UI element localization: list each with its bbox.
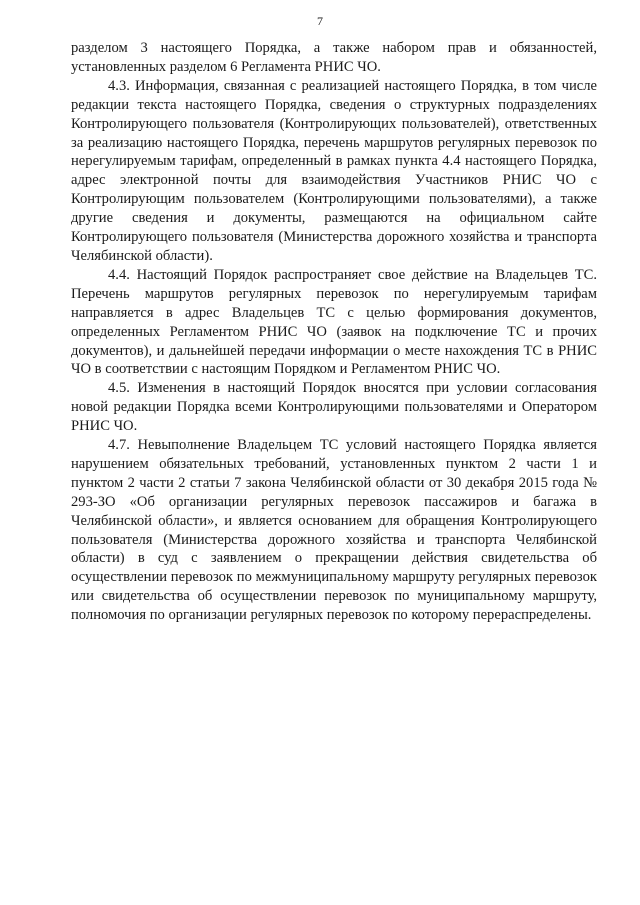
document-body [71, 39, 597, 625]
page-number: 7 [317, 14, 323, 28]
paragraph-4-5: 4.5. Изменения в настоящий Порядок вносятся при условии согласования новой редакции Порядка всеми Контролирующими пользователями и Оператором РНИС ЧО. [71, 380, 597, 435]
paragraph-continuation: разделом 3 настоящего Порядка, а также набором прав и обязанностей, установленных разделом 6 Регламента РНИС ЧО. [71, 40, 597, 75]
paragraph-4-4: 4.4. Настоящий Порядок распространяет свое действие на Владельцев ТС. Перечень маршрутов регулярных перевозок по нерегулируемым тарифам направляется в адрес Владельцев ТС с целью формирования документов, определенных Регламентом РНИС ЧО (заявок на подключение ТС и прочих документов), и дальнейшей передачи информации о месте нахождения ТС в РНИС ЧО в соответствии с настоящим Порядком и Регламентом РНИС ЧО. [71, 266, 597, 378]
paragraph-4-7: 4.7. Невыполнение Владельцем ТС условий настоящего Порядка является нарушением обязательных требований, установленных пунктом 2 части 1 и пунктом 2 части 2 статьи 7 закона Челябинской области от 30 декабря 2015 года № 293-ЗО «Об организации регулярных перевозок пассажиров и багажа в Челябинской области», и является основанием для обращения Контролирующего пользователя (Министерства дорожного хозяйства и транспорта Челябинской области) в суд с заявлением о прекращении действия свидетельства об осуществлении перевозок по межмуниципальному маршруту регулярных перевозок или свидетельства об осуществлении перевозок по муниципальному маршруту, полномочия по организации регулярных перевозок по которому перераспределены. [71, 437, 597, 624]
paragraph-4-3: 4.3. Информация, связанная с реализацией настоящего Порядка, в том числе редакции текста настоящего Порядка, сведения о структурных подразделениях Контролирующего пользователя (Контролирующих пользователей), ответственных за реализацию настоящего Порядка, перечень маршрутов регулярных перевозок по нерегулируемым тарифам, определенный в рамках пункта 4.4 настоящего Порядка, адрес электронной почты для взаимодействия Участников РНИС ЧО с Контролирующим пользователем (Контролирующими пользователями), а также другие сведения и документы, размещаются на официальном сайте Контролирующего пользователя (Министерства дорожного хозяйства и транспорта Челябинской области). [71, 77, 597, 264]
